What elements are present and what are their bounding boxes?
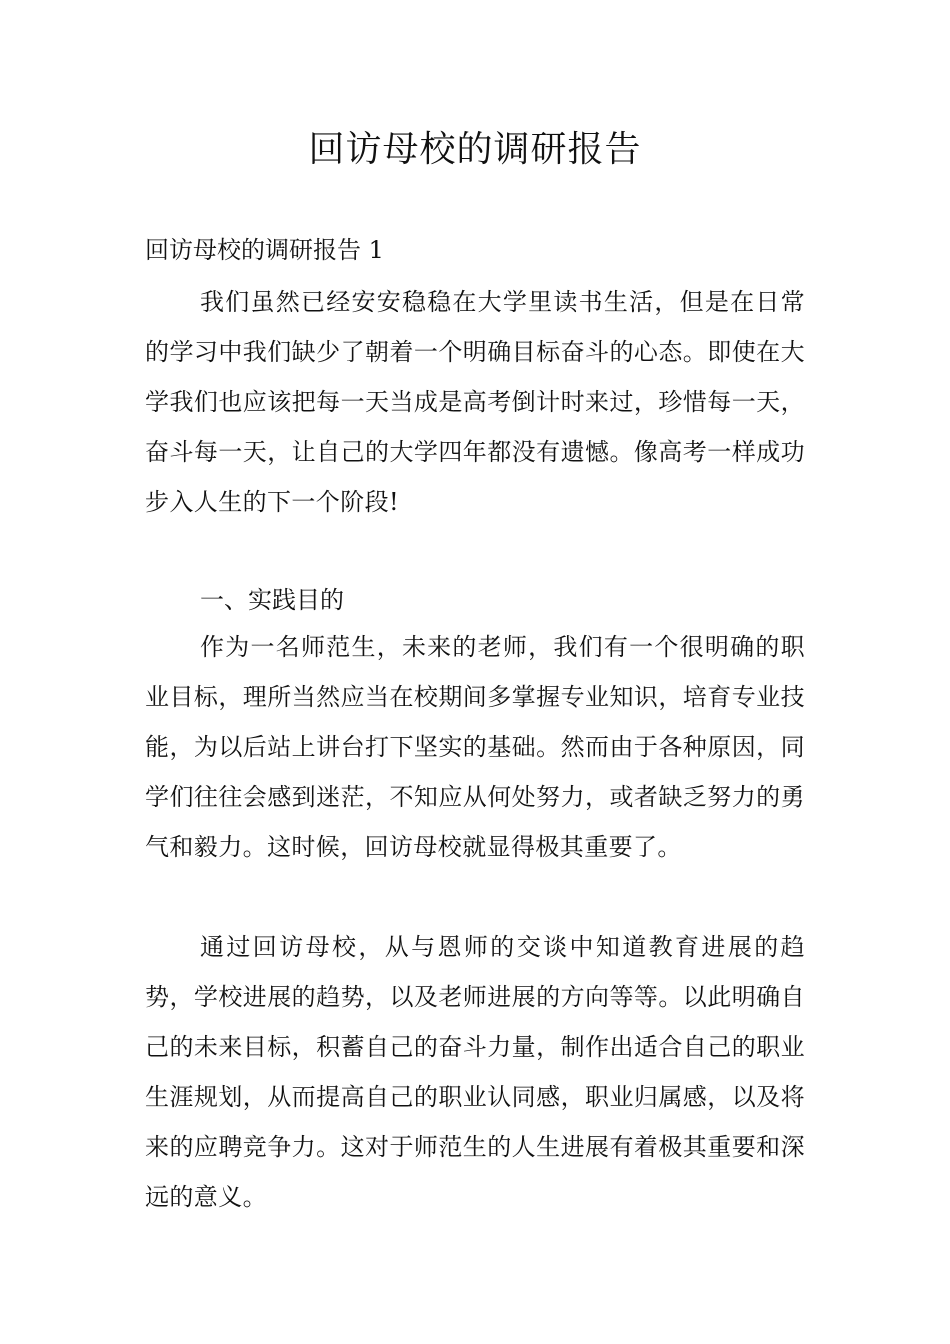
paragraph-purpose: 作为一名师范生，未来的老师，我们有一个很明确的职业目标，理所当然应当在校期间多掌握专业知识，培育专业技能，为以后站上讲台打下坚实的基础。然而由于各种原因，同学们往往会感到迷茫，不知应从何处努力，或者缺乏努力的勇气和毅力。这时候，回访母校就显得极其重要了。 [145,633,805,861]
paragraph-intro: 我们虽然已经安安稳稳在大学里读书生活，但是在日常的学习中我们缺少了朝着一个明确目标奋斗的心态。即使在大学我们也应该把每一天当成是高考倒计时来过，珍惜每一天，奋斗每一天，让自己的大学四年都没有遗憾。像高考一样成功步入人生的下一个阶段! [145,288,805,516]
paragraph-significance: 通过回访母校，从与恩师的交谈中知道教育进展的趋势，学校进展的趋势，以及老师进展的方向等等。以此明确自己的未来目标，积蓄自己的奋斗力量，制作出适合自己的职业生涯规划，从而提高自己的职业认同感，职业归属感，以及将来的应聘竞争力。这对于师范生的人生进展有着极其重要和深远的意义。 [145,933,805,1211]
document-title: 回访母校的调研报告 [308,129,642,170]
document-subtitle: 回访母校的调研报告 1 [145,236,384,264]
section-heading: 一、实践目的 [200,586,344,614]
